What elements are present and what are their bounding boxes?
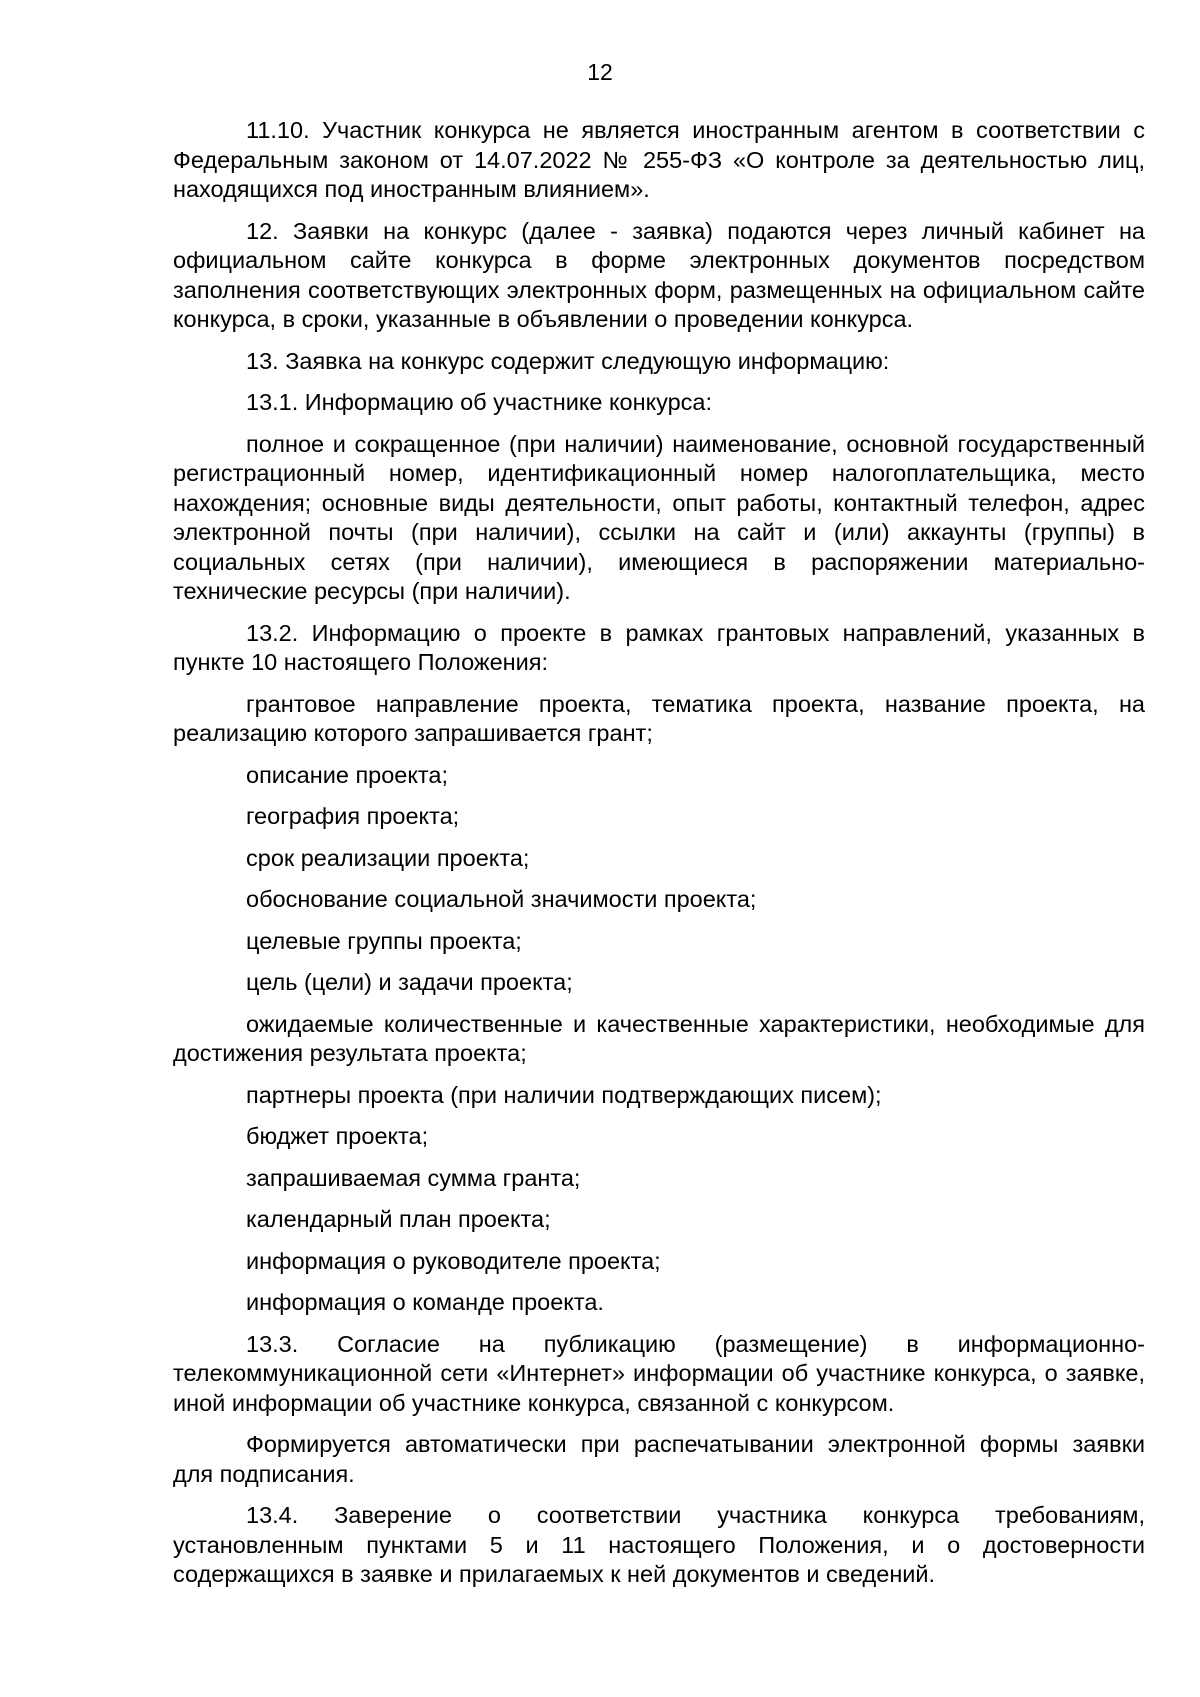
page-number: 12 — [587, 59, 613, 85]
paragraph-13: 13. Заявка на конкурс содержит следующую информацию: — [246, 347, 890, 374]
paragraph-13-3-note: Формируется автоматически при распечатывании электронной формы заявки для подписания. — [173, 1431, 1145, 1487]
list-item: грантовое направление проекта, тематика проекта, название проекта, на реализацию которого запрашивается грант; — [173, 690, 1145, 746]
list-item: информация о команде проекта. — [246, 1289, 604, 1315]
list-item: география проекта; — [246, 803, 460, 829]
paragraph-12: 12. Заявки на конкурс (далее - заявка) подаются через личный кабинет на официальном сайте конкурса в форме электронных документов посредством заполнения соответствующих электронных форм, размещенных на официальном сайте конкурса, в сроки, указанные в объявлении о проведении конкурса. — [173, 217, 1145, 332]
list-item: обоснование социальной значимости проекта; — [246, 886, 757, 912]
list-item: календарный план проекта; — [246, 1206, 551, 1232]
list-item: описание проекта; — [246, 761, 449, 788]
list-item: запрашиваемая сумма гранта; — [246, 1164, 581, 1191]
paragraph-13-1: 13.1. Информацию об участнике конкурса: — [246, 389, 713, 415]
list-item: ожидаемые количественные и качественные характеристики, необходимые для достижения результата проекта; — [173, 1010, 1145, 1066]
list-item: информация о руководителе проекта; — [246, 1247, 661, 1274]
paragraph-11-10: 11.10. Участник конкурса не является иностранным агентом в соответствии с Федеральным законом от 14.07.2022 № 255-ФЗ «О контроле за деятельностью лиц, находящихся под иностранным влиянием». — [173, 117, 1145, 202]
list-item: целевые группы проекта; — [246, 927, 522, 954]
paragraph-13-2: 13.2. Информацию о проекте в рамках грантовых направлений, указанных в пункте 10 настоящего Положения: — [173, 619, 1145, 675]
paragraph-13-1-details: полное и сокращенное (при наличии) наименование, основной государственный регистрационный номер, идентификационный номер налогоплательщика, место нахождения; основные виды деятельности, опыт работы, контактный телефон, адрес электронной почты (при наличии), ссылки на сайт и (или) аккаунты (группы) в социальных сетях (при наличии), имеющиеся в распоряжении материально-технические ресурсы (при наличии). — [173, 430, 1145, 604]
list-item: цель (цели) и задачи проекта; — [246, 969, 573, 995]
list-item: срок реализации проекта; — [246, 844, 530, 871]
paragraph-13-4: 13.4. Заверение о соответствии участника конкурса требованиям, установленным пунктами 5 и 11 настоящего Положения, и о достоверности содержащихся в заявке и прилагаемых к ней документов и сведений. — [173, 1502, 1145, 1587]
paragraph-13-3: 13.3. Согласие на публикацию (размещение) в информационно-телекоммуникационной сети «Интернет» информации об участнике конкурса, о заявке, иной информации об участнике конкурса, связанной с конкурсом. — [173, 1330, 1145, 1416]
list-item: партнеры проекта (при наличии подтверждающих писем); — [246, 1081, 882, 1108]
list-item: бюджет проекта; — [246, 1123, 429, 1149]
document-body — [173, 116, 1145, 1602]
